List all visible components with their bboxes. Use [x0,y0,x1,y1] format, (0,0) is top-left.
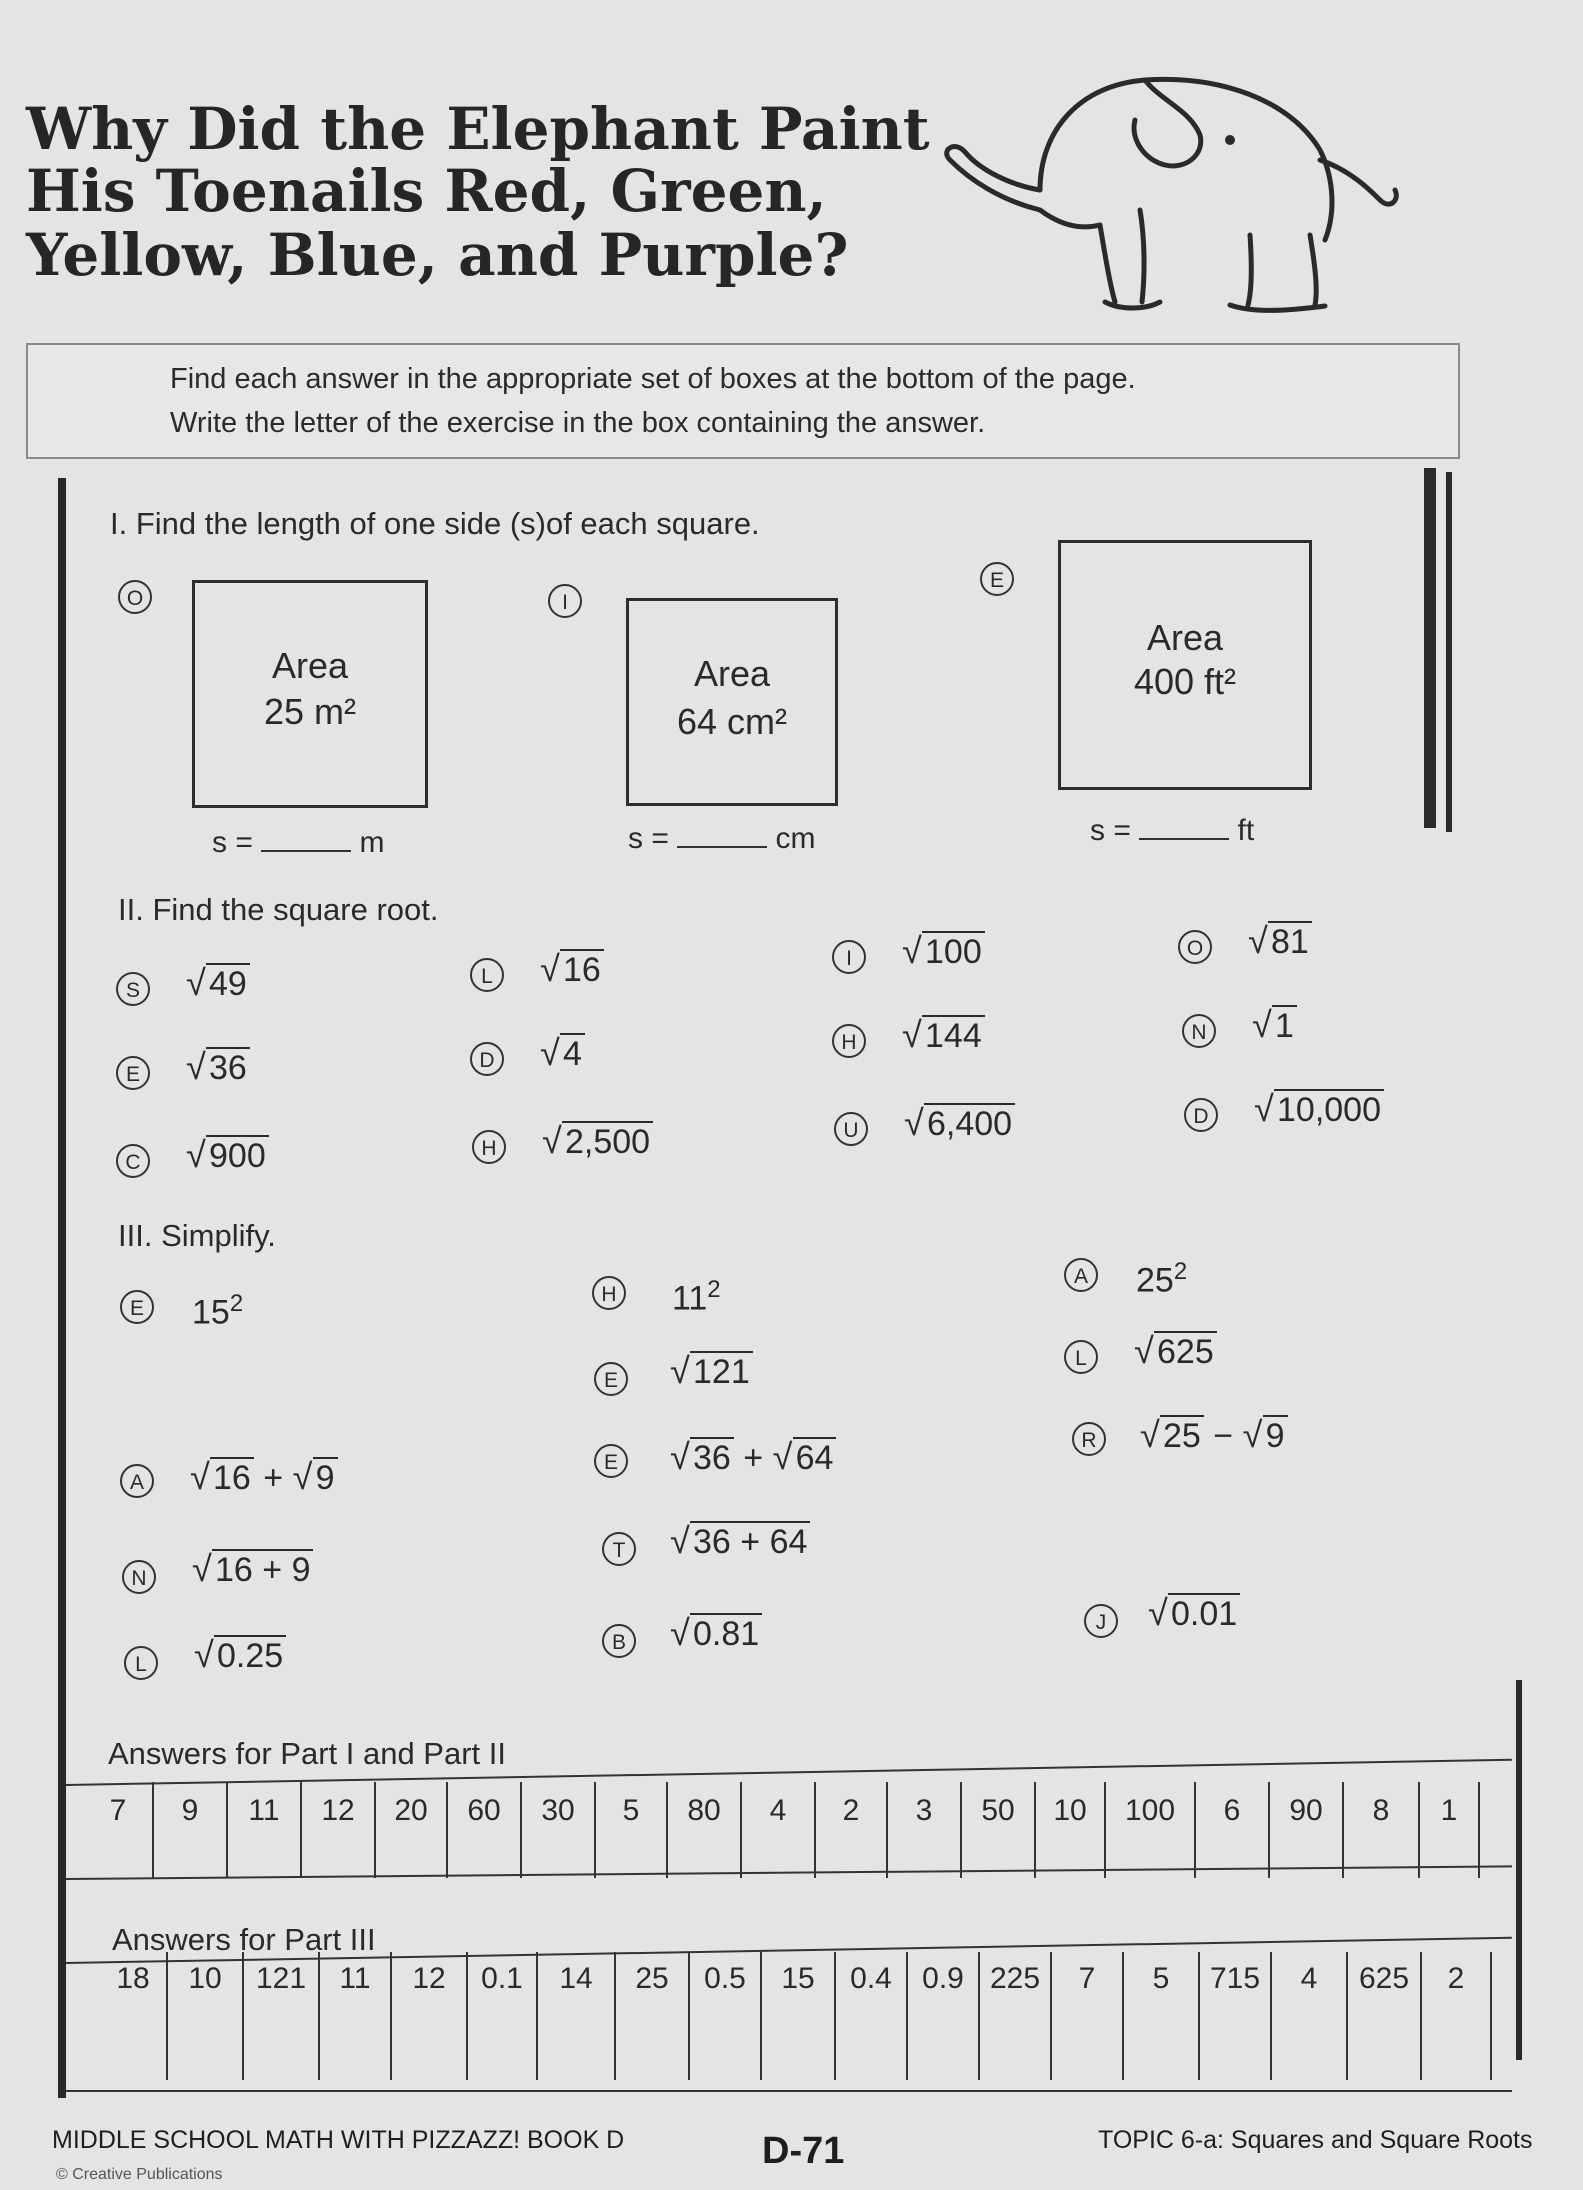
square-2-value: 64 cm² [676,701,788,742]
expr-sqrt25-minus-sqrt9: √ 25 − √ 9 [1140,1414,1288,1458]
answer-value: 25 [635,1962,669,1995]
title-line-3: Yellow, Blue, and Purple? [26,221,849,289]
expr-sqrt-10000: √ 10,000 [1254,1088,1384,1132]
square-1-answer [212,826,385,860]
answer-cell[interactable] [1200,1952,1272,2080]
answer-cell[interactable] [1344,1782,1420,1878]
answer-value: 0.5 [704,1962,746,1995]
answer-cell[interactable] [320,1952,392,2080]
answers3-bottom-line [66,2090,1512,2092]
answer-value: 11 [339,1962,371,1995]
answer-value: 15 [781,1962,815,1995]
answer-value: 60 [467,1794,501,1827]
answer-value: 225 [989,1962,1041,1995]
expr-sqrt-81: √ 81 [1248,920,1312,964]
expr-15-squared: $15^2$ [192,1290,244,1332]
answer-cell[interactable] [1052,1952,1124,2080]
instruction-line-1: Find each answer in the appropriate set of boxes at the bottom of the page. [170,363,1136,395]
answer-cell[interactable] [742,1782,816,1878]
badge-N: N [122,1560,156,1594]
answer-cell[interactable] [616,1952,690,2080]
badge-N: N [1182,1014,1216,1048]
instructions-box [26,343,1460,459]
instruction-line-2: Write the letter of the exercise in the box containing the answer. [170,407,986,439]
expr-sqrt-2500: √ 2,500 [542,1120,653,1164]
answer-value: 8 [1372,1794,1390,1827]
footer-page-number: D-71 [762,2130,845,2172]
badge-H: H [832,1024,866,1058]
answer-cell[interactable] [980,1952,1052,2080]
footer-topic: TOPIC 6-a: Squares and Square Roots [1098,2126,1533,2154]
badge-I: I [548,584,582,618]
answer-value: 0.4 [850,1962,892,1995]
title-line-1: Why Did the Elephant Paint [26,95,930,163]
answer-value: 0.1 [481,1962,523,1995]
elephant-illustration [930,40,1430,340]
badge-E: E [594,1362,628,1396]
answer-value: 7 [109,1794,127,1827]
answer-value: 100 [1124,1794,1176,1827]
answer-cell[interactable] [762,1952,836,2080]
badge-H: H [472,1130,506,1164]
square-3-label: Area [1146,617,1224,658]
answer-value: 1 [1440,1794,1458,1827]
s-label: s = [1090,814,1131,847]
answer-blank[interactable] [677,824,767,848]
expr-sqrt-900: √ 900 [186,1134,269,1178]
answer-value: 121 [255,1962,307,1995]
right-margin-rule-2 [1446,472,1452,832]
answer-value: 7 [1078,1962,1096,1995]
answer-cell[interactable] [836,1952,908,2080]
badge-O: O [118,580,152,614]
expr-sqrt-121: √ 121 [670,1350,753,1394]
answer-cell[interactable] [154,1782,228,1878]
badge-L: L [1064,1340,1098,1374]
badge-I: I [832,940,866,974]
answer-cell[interactable] [100,1952,168,2080]
answer-cell[interactable] [392,1952,468,2080]
expr-sqrt36-plus-sqrt64: √ 36 + √ 64 [670,1436,836,1480]
answer-value: 2 [842,1794,860,1827]
expr-sqrt-1: √ 1 [1252,1004,1297,1048]
answer-cell[interactable] [1270,1782,1344,1878]
answer-value: 30 [541,1794,575,1827]
answer-value: 0.9 [922,1962,964,1995]
square-1-label: Area [271,645,349,686]
answer-cell[interactable] [448,1782,522,1878]
s-label: s = [212,826,253,859]
s-label: s = [628,822,669,855]
answer-cell[interactable] [302,1782,376,1878]
badge-A: A [120,1464,154,1498]
answer-cell[interactable] [1420,1782,1480,1878]
answer-value: 20 [394,1794,428,1827]
badge-H: H [592,1276,626,1310]
expr-sqrt16-plus-sqrt9: √ 16 + √ 9 [190,1456,338,1500]
expr-sqrt-0-25: √ 0.25 [194,1634,286,1678]
answer-value: 6 [1223,1794,1241,1827]
answer-cell[interactable] [538,1952,616,2080]
expr-sqrt-16-plus-9: √ 16 + 9 [192,1548,313,1592]
answer-cell[interactable] [244,1952,320,2080]
square-2-answer [628,822,816,856]
answers-part3-table [100,1952,1514,2082]
square-3-value: 400 ft² [1133,661,1237,702]
badge-B: B [602,1624,636,1658]
expr-sqrt-4: √ 4 [540,1032,585,1076]
answer-cell[interactable] [1422,1952,1492,2080]
unit-label: ft [1237,814,1255,847]
answers-part1-2-title: Answers for Part I and Part II [108,1736,506,1771]
answer-value: 10 [188,1962,222,1995]
badge-E: E [120,1290,154,1324]
answer-value: 5 [1152,1962,1170,1995]
badge-U: U [834,1112,868,1146]
expr-sqrt-36-plus-64: √ 36 + 64 [670,1520,810,1564]
answer-blank[interactable] [1139,816,1229,840]
title-line-2: His Toenails Red, Green, [26,157,827,225]
right-margin-rule [1424,468,1436,828]
answer-cell[interactable] [468,1952,538,2080]
badge-L: L [470,958,504,992]
badge-S: S [116,972,150,1006]
expr-sqrt-49: √ 49 [186,962,250,1006]
answer-blank[interactable] [261,828,351,852]
left-margin-rule [58,478,66,2098]
answer-value: 9 [181,1794,199,1827]
badge-J: J [1084,1604,1118,1638]
badge-D: D [1184,1098,1218,1132]
square-1-value: 25 m² [263,691,357,732]
answer-value: 2 [1447,1962,1465,1995]
footer-book-title: MIDDLE SCHOOL MATH WITH PIZZAZZ! BOOK D [52,2126,625,2154]
answer-cell[interactable] [888,1782,962,1878]
unit-label: cm [775,822,816,855]
badge-E: E [594,1444,628,1478]
answer-value: 12 [412,1962,446,1995]
answer-cell[interactable] [1348,1952,1422,2080]
expr-sqrt-0-01: √ 0.01 [1148,1592,1240,1636]
answer-cell[interactable] [1196,1782,1270,1878]
answers-right-rule [1516,1680,1522,2060]
expr-25-squared: $25^2$ [1136,1258,1188,1300]
answer-cell[interactable] [1272,1952,1348,2080]
badge-R: R [1072,1422,1106,1456]
expr-11-squared: $11^2$ [672,1276,721,1318]
expr-sqrt-6400: √ 6,400 [904,1102,1015,1146]
answer-value: 715 [1209,1962,1261,1995]
expr-sqrt-36: √ 36 [186,1046,250,1090]
answer-value: 90 [1289,1794,1323,1827]
answer-cell[interactable] [228,1782,302,1878]
part1-heading: I. Find the length of one side (s)of each square. [110,506,760,541]
answer-value: 625 [1358,1962,1410,1995]
answer-value: 10 [1053,1794,1087,1827]
footer-publisher: © Creative Publications [56,2166,223,2183]
square-2-label: Area [693,653,771,694]
answer-cell[interactable] [690,1952,762,2080]
expr-sqrt-16: √ 16 [540,948,604,992]
expr-sqrt-144: √ 144 [902,1014,985,1058]
part2-heading: II. Find the square root. [118,892,439,927]
answer-value: 14 [559,1962,593,1995]
answers-part3-title: Answers for Part III [112,1922,376,1957]
badge-O: O [1178,930,1212,964]
answer-cell[interactable] [376,1782,448,1878]
answer-value: 18 [116,1962,150,1995]
unit-label: m [359,826,385,859]
badge-T: T [602,1532,636,1566]
part3-heading: III. Simplify. [118,1218,276,1253]
answer-value: 80 [687,1794,721,1827]
answer-cell[interactable] [84,1782,154,1878]
answer-cell[interactable] [596,1782,668,1878]
badge-C: C [116,1144,150,1178]
badge-D: D [470,1042,504,1076]
badge-E: E [980,562,1014,596]
answer-cell[interactable] [908,1952,980,2080]
answer-value: 12 [321,1794,355,1827]
answer-value: 4 [769,1794,787,1827]
answer-cell[interactable] [522,1782,596,1878]
answer-value: 50 [981,1794,1015,1827]
answer-cell[interactable] [816,1782,888,1878]
square-3-answer [1090,814,1254,848]
answer-value: 11 [248,1794,280,1827]
answer-cell[interactable] [668,1782,742,1878]
expr-sqrt-100: √ 100 [902,930,985,974]
badge-A: A [1064,1258,1098,1292]
badge-E: E [116,1056,150,1090]
expr-sqrt-0-81: √ 0.81 [670,1612,762,1656]
expr-sqrt-625: √ 625 [1134,1330,1217,1374]
badge-L: L [124,1646,158,1680]
answer-cell[interactable] [1036,1782,1106,1878]
answer-value: 3 [915,1794,933,1827]
answer-value: 5 [622,1794,640,1827]
answer-cell[interactable] [1124,1952,1200,2080]
answer-value: 4 [1300,1962,1318,1995]
answer-cell[interactable] [168,1952,244,2080]
answer-cell[interactable] [962,1782,1036,1878]
answer-cell[interactable] [1106,1782,1196,1878]
